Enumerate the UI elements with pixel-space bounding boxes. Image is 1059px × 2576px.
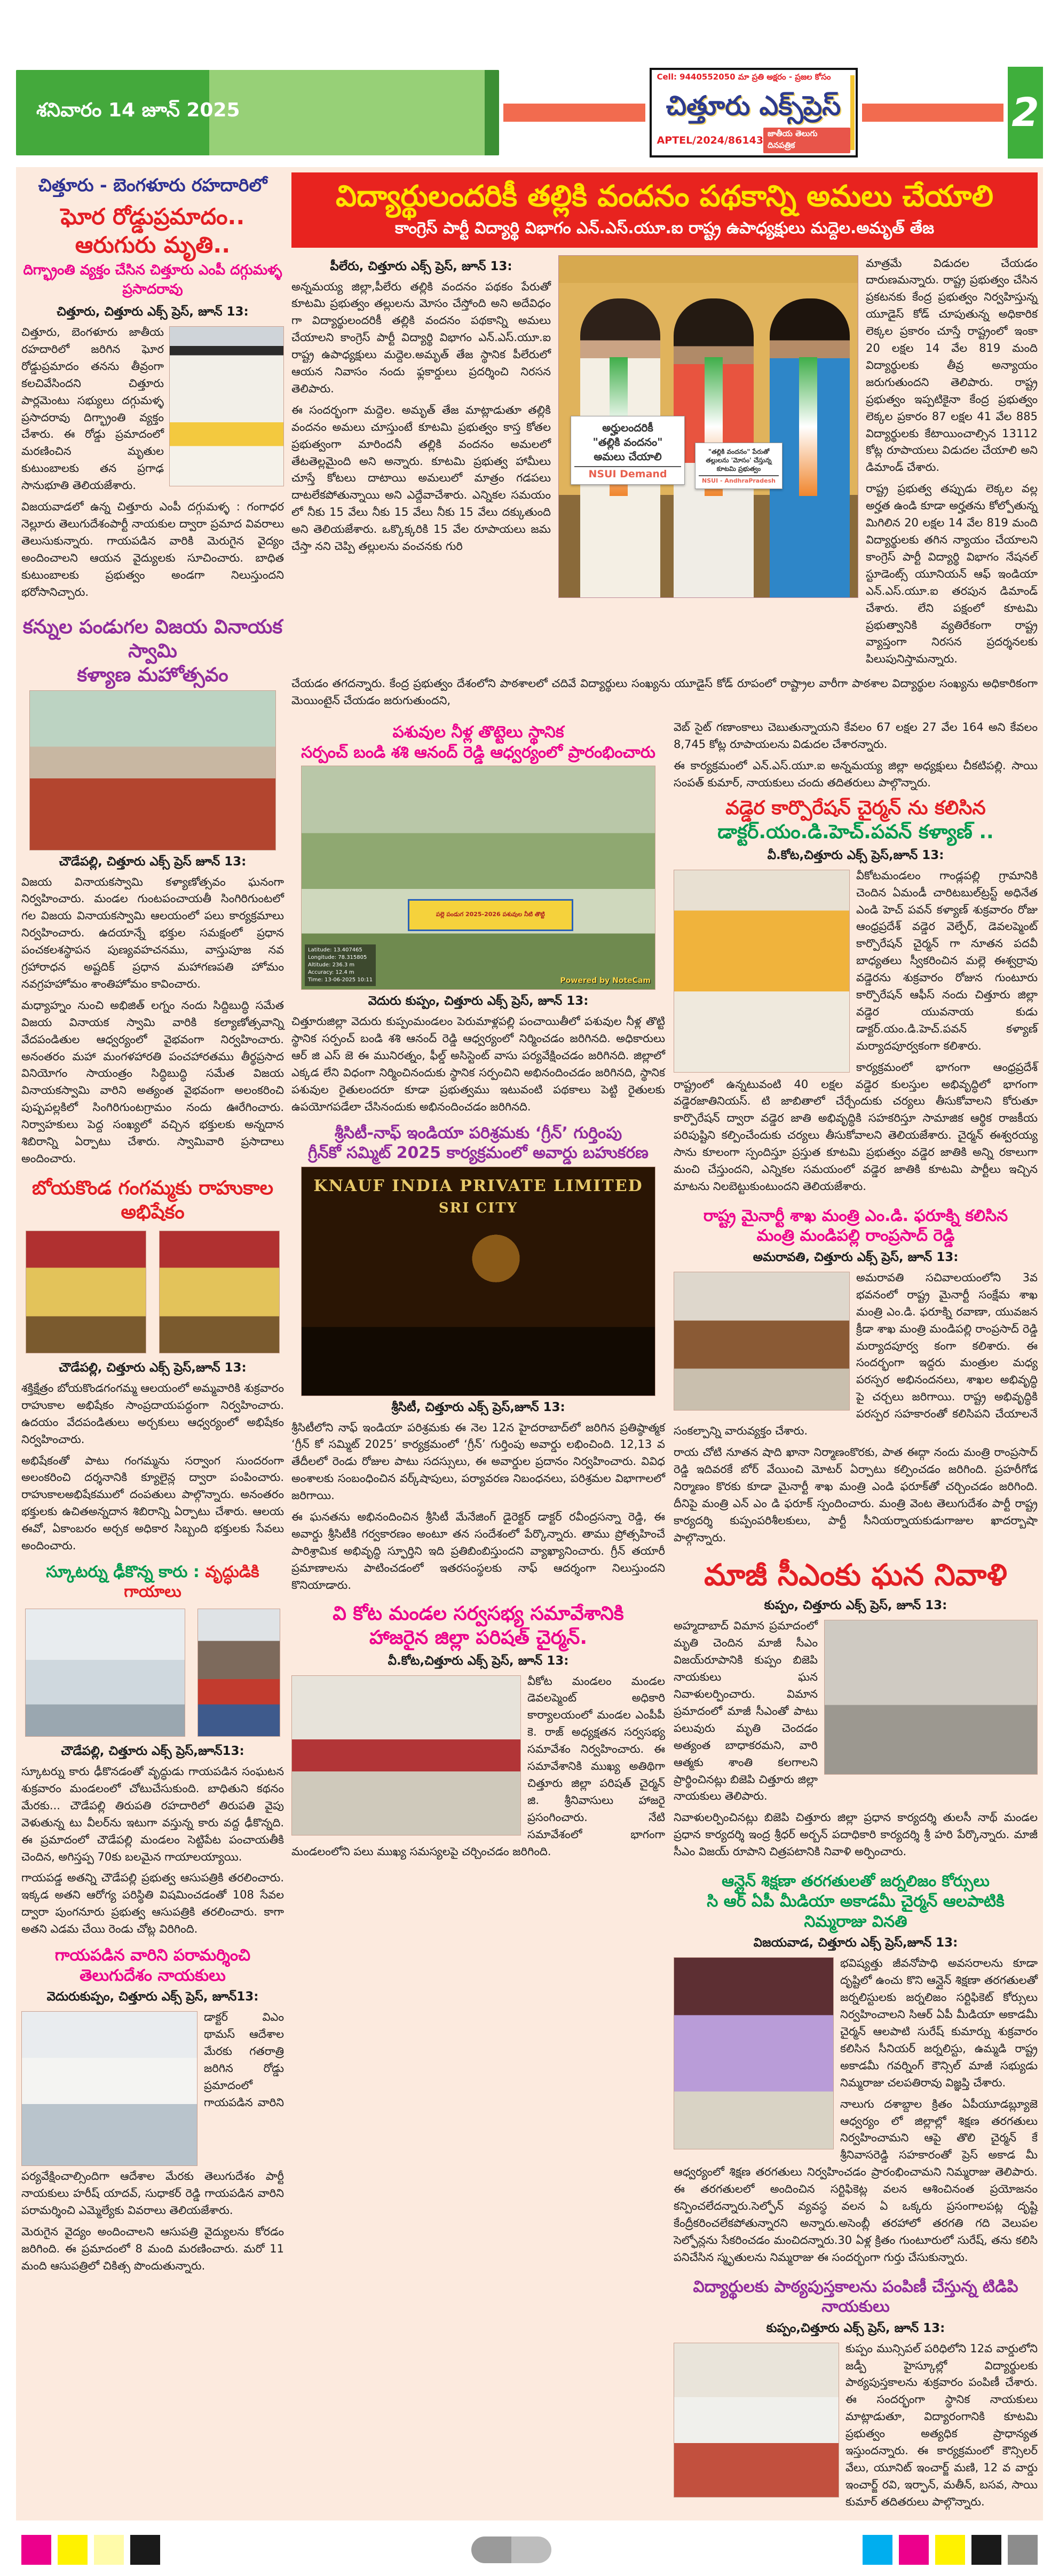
masthead-side-strip: [850, 75, 855, 150]
journalism-body-p1: భవిష్యత్తు జీవనోపాధి అవసరాలను కూడా దృష్టిలో ఉంచు కొని ఆన్లైన్ శిక్షణా తరగతులతో జర్నలిస్టులకు జర్నలిజం సర్టిఫికెట్ కోర్సులు నిర్వహించాలని సిఆర్ ఏపీ మీడియా అకాడమీ చైర్మన్ ఆలపాటి సురేష్ కుమార్ను శుక్రవారం కలిసిన సీనియర్ జర్నలిస్టు, ఉమ్మడి రాష్ట్ర అకాడమీ గవర్నింగ్ కౌన్సిల్ మాజీ సభ్యుడు నిమ్మరాజు చలపతిరావు విజ్ఞప్తి చేశారు.: [840, 1957, 1038, 2089]
gangamma-body-p2: అభిషేకంతో పాటు గంగమ్మను సర్వాంగ సుందరంగా అలంకరించి దర్శనానికి క్యూలైన్ల ద్వారా పంపించారు. రాహుకాలఅభిషేకములో దంపతులు పాల్గొన్నారు. అనంతరం భక్తులకు ఉచితఅన్నదాన శిబిరాన్ని ఏర్పాటు చేశారు. ఆలయ ఈవో, ఏకాంబరం అర్చక అధికార సిబ్బంది భక్తులకు సేవలు అందించారు.: [21, 1454, 284, 1553]
gray-capsule-mark: [471, 2536, 551, 2563]
placard1-line2: "తల్లికి వందనం": [592, 435, 663, 448]
textbooks-body-p1: కుప్పం మున్సిపల్ పరిధిలోని 12వ వార్డులోని జడ్పీ హైస్కూల్లో విద్యార్థులకు పాఠ్యపుస్తకాలను శుక్రవారం పంపిణీ చేశారు. ఈ సందర్భంగా స్థానిక నాయకులు మాట్లాడుతూ, విద్యారంగానికి కూటమి ప్రభుత్వం అత్యధిక ప్రాధాన్యత ఇస్తుందన్నారు. ఈ కార్యక్రమంలో కౌన్సిలర్ వేలు, యూనిట్ ఇంచార్జ్ మణి, 12 వ వార్డు ఇంచార్జ్ రవి, ఇర్ఫాన్, మతీన్, బసవ, సాయి కుమార్ తదితరులు పాల్గొన్నారు.: [845, 2342, 1038, 2508]
kalyanam-body-p2: మధ్యాహ్నం నుంచి అభిజిత్ లగ్నం నందు సిద్దిబుద్ధి సమేత విజయ వినాయక స్వామి వారికి కల్యాణోత్సవాన్ని వేదపండితుల ఆధ్వర్యంలో వైభవంగా నిర్వహించారు. అనంతరం మహా మంగళహారతి పంచహారతము తీర్థప్రసాద వినియోగం సాయంత్రం సిద్ధిబుద్ధి సమేత విజయ వినాయకస్వామి వారిని అత్యంత వైభవంగా అలంకరించి పుష్పపల్లకిలో సింగిరిగుంటగ్రామం నందు ఊరేగించారు. నిర్వాహకులు పెద్ద సంఖ్యలో వచ్చిన భక్తులకు అన్నదాన శిబిరాన్ని ఏర్పాటు చేశారు. స్వామివారి ప్రసాదాలు అందించారు.: [21, 998, 284, 1165]
photo-vaddera-felicitation: [674, 870, 850, 1073]
minority-dateline: అమరావతి, చిత్తూరు ఎక్స్ ప్రెస్, జూన్ 13:: [753, 1250, 959, 1264]
mark-black: [130, 2535, 160, 2565]
header-rule-left: [503, 104, 645, 122]
photo-cattle-trough: [301, 766, 655, 990]
accident-body-p2: విజయవాడలో ఉన్న చిత్తూరు ఎంపీ దగ్గుమళ్ళ : గంగాధర నెల్లూరు తెలుగుదేశంపార్టీ నాయకుల ద్వారా ప్రమాద వివరాలు తెలుసుకున్నారు. గాయపడిన వారికి మెరుగైన వైద్యం అందించాలని ఆయన వైద్యులకు సూచించారు. బాధిత కుటుంబాలకు ప్రభుత్వం అండగా నిలుస్తుందని భరోసానిచ్చారు.: [21, 500, 284, 598]
trough-dateline: వెదురు కుప్పం, చిత్తూరు ఎక్స్ ప్రెస్, జూన్ 13:: [368, 994, 589, 1009]
knauf-dateline: శ్రీసిటీ, చిత్తూరు ఎక్స్ ప్రెస్,జూన్ 13:: [391, 1400, 565, 1414]
vaddera-dateline: వీ.కోట,చిత్తూరు ఎక్స్ ప్రెస్,జూన్ 13:: [767, 848, 944, 862]
trough-headline-l2: సర్పంచ్ బండి శశి ఆనంద్ రెడ్డి ఆధ్వర్యంలో ప్రారంభించారు: [301, 743, 655, 762]
gps-accuracy: Accuracy: 12.4 m: [308, 970, 354, 976]
placard-nsui-demand: [571, 416, 685, 485]
trough-banner-text: పల్లె పండుగ 2025-2026 పశువుల నీటి తొట్టి: [408, 899, 574, 931]
photo-deity-2: [159, 1231, 280, 1353]
knauf-headline-l2: గ్రీన్‌కో సమ్మిట్ 2025 కార్యక్రమంలో అవార్డు బహుకరణ: [308, 1144, 649, 1162]
journalism-subhead: ఆన్లైన్ శిక్షణా తరగతులతో జర్నలిజం కోర్సులు: [722, 1872, 990, 1890]
photo-mp-portrait: [169, 326, 284, 486]
left-column: [21, 172, 284, 2515]
gangamma-dateline: చౌడేపల్లి, చిత్తూరు ఎక్స్ ప్రెస్,జూన్ 13:: [59, 1360, 247, 1375]
accident-kicker: చిత్తూరు - బెంగళూరు రహదారిలో: [38, 175, 267, 195]
nsui-continuation: చేయడం తగదన్నారు. కేంద్ర ప్రభుత్వం దేశంలోని పాఠశాలలో చదివే విద్యార్థులు సంఖ్యను యూడైస్ కోడ్ రూపంలో రాష్ట్రాల వారీగా పాఠశాల విద్యార్థుల సంఖ్యను అధికారికంగా మెయింటైన్ చేయడం జరుగుతుందని,: [291, 677, 1038, 707]
knauf-body-p2: ఈ ఘనతను అభినందించిన శ్రీసిటీ మేనేజింగ్ డైరెక్టర్ డాక్టర్ రవీంద్రసన్నా రెడ్డి, ఈ అవార్డు శ్రీసిటీకి గర్వకారణం అంటూ తన సందేశంలో పేర్కొన్నారు. తాము ప్రోత్సహించే పారిశ్రామిక అభివృద్ధి స్ఫూర్తిని ఇది ప్రతిబింబిస్తుందని వ్యాఖ్యానించారు. గ్రీన్ తయారీ ప్రమాణాలను పాటించడంలో ఇతరసంస్థలకు నాఫ్ ఆదర్శంగా నిలుస్తుందని కొనియాడారు.: [291, 1510, 665, 1592]
lead-subhead: కాంగ్రెస్ పార్టీ విద్యార్థి విభాగం ఎన్.ఎస్.యూ.ఐ రాష్ట్ర ఉపాధ్యక్షులు మద్దెల.అమృత్ తేజ: [394, 218, 935, 238]
article-tdp-hospital-visit: [21, 1945, 284, 2279]
minority-body-p1: అమరావతి సచివాలయంలోని 3వ భవనంలో రాష్ట్ర మైనార్టీ సంక్షేమ శాఖ మంత్రి ఎం.డి. ఫరూక్ని రవాణా, యువజన క్రీడా శాఖ మంత్రి మండిపల్లి రాంప్రసాద్ రెడ్డి మర్యాదపూర్వ కంగా కలిశారు. ఈ సందర్భంగా ఇద్దరు మంత్రుల మధ్య పరస్పర అభినందనలు, శాఖల అభివృద్ధి పై చర్చలు జరిగాయి. రాష్ట్ర అభివృద్ధికి పరస్పర సహకారంతో కలిసిపని చేయాలనే సంకల్పాన్ని వారువ్యక్తం చేశారు.: [674, 1271, 1038, 1438]
journalism-body-p2: నాలుగు దశాబ్దాల క్రితం ఏపీయూడబ్ల్యూజె ఆధ్వర్యం లో జిల్లాల్లో శిక్షణ తరగతులు నిర్వహించామని ఆపై తొలి చైర్మన్ కే శ్రీనివాసరెడ్డి సహకారంతో ప్రెస్ అకాడ మీ ఆధ్వర్యంలో శిక్షణ తరగతులు నిర్వహించడం ప్రారంభించామని నిమ్మరాజు తెలిపారు. ఈ తరగతులలో అందించిన సర్టిఫికెట్ల వలన ఆశించినంత ప్రయోజనం కన్పించలేదన్నారు.సెల్ఫోన్ వ్యవస్థ వలన ఏ ఒక్కరు ప్రసంగాలపట్ల దృష్టి కేంద్రీకరించలేకపోతున్నారని అన్నారు.అసెంబ్లీ తరహాలో తరగతి గది వెలుపల సెల్ఫోన్లను సేకరించడం మంచిదన్నారు.30 ఏళ్ల క్రితం గుంటూరులో సురేష్, తను కలిసి పనిచేసిన స్మృతులను నిమ్మరాజు ఈ సందర్భంగా గుర్తు చేసుకున్నారు.: [674, 2097, 1038, 2264]
masthead: [650, 68, 858, 157]
nsui-tail-fragment: [674, 719, 1038, 792]
tdp-visit-dateline: వెదురుకుప్పం, చిత్తూరు ఎక్స్ ప్రెస్, జూన్13:: [46, 1990, 259, 2004]
accident-dateline: చిత్తూరు, చిత్తూరు ఎక్స్ ప్రెస్, జూన్ 13:: [57, 305, 249, 319]
nsui-dateline: పీలేరు, చిత్తూరు ఎక్స్ ప్రెస్, జూన్ 13:: [330, 259, 512, 273]
nsui-col1-p2: ఈ సందర్భంగా మద్దెల. అమృత్ తేజ మాట్లాడుతూ తల్లికి వందనం అమలు చూస్తుంటే కూటమి ప్రభుత్వం కాస్త కోతల ప్రభుత్వంగా మారిందనీ తల్లికి వందనం అమలలో తేటతెల్లమైంది అని అన్నారు. కూటమి ప్రభుత్వ హామీలు చూస్తే కోటలు దాటాయి అమలులో మాత్రం గడపలు దాటలేకపోతున్నాయి అని ఎద్దేవాచేశారు. ఎన్నికల సమయం లో నీకు 15 వేలు నీకు 15 వేలు నీకు 15 వేలు దక్కుతుంది అని తెలియజేశారు. ఒక్కొక్కరికి 15 వేల రూపాయలు జమ చేస్తా నని చెప్పి తల్లులను వంచనకు గురి: [291, 403, 551, 553]
tdp-visit-headline: గాయపడిన వారిని పరామర్శించి తెలుగుదేశం నాయకులు: [54, 1946, 251, 1985]
article-knauf-award: [291, 1123, 665, 1594]
placard-nsui-ap: [695, 443, 783, 490]
trough-body-p1: చిత్తూరుజిల్లా వెదురు కుప్పంమండలం పెరుమాళ్లపల్లి పంచాయితీలో పశువుల నీళ్ల తొట్టి స్థానిక సర్పంచ్ బండి శశి ఆనంద్ రెడ్డి ఆధ్వర్యంలో నిర్మించడం జరిగినది. అధికారులు ఆర్ జి ఎస్ జె ఈ మునిరత్నం, ఫీల్డ్ అసిస్టెంట్ వాసు పర్యవేక్షించడం జరిగినది. జిల్లాలో ఎక్కడ లేని విధంగా నిర్మించినందుకు స్థానిక సర్పంచిని అభినందించడం జరిగినది, స్థానిక పశువుల రైతులందరూ కూడా ప్రభుత్వము ఇటువంటి పథకాలు పెట్టి రైతులకు ఉపయోగపడేలా చేసినందుకు అభినందించడం జరిగినది.: [291, 1015, 665, 1113]
vkota-dateline: వీ.కోట,చిత్తూరు ఎక్స్ ప్రెస్, జూన్ 13:: [388, 1653, 569, 1668]
mark-gray: [1008, 2535, 1038, 2565]
masthead-title: చిత్తూరు ఎక్స్‌ప్రెస్: [666, 90, 841, 121]
vkota-headline-l2: హాజరైన జిల్లా పరిషత్ చైర్మన్.: [369, 1626, 587, 1649]
mark-magenta: [21, 2535, 51, 2565]
vkota-headline-l1: వి కోట మండల సర్వసభ్య సమావేశానికి: [333, 1602, 624, 1625]
scooter-dateline: చౌడేపల్లి, చిత్తూరు ఎక్స్ ప్రెస్,జూన్13:: [61, 1744, 244, 1758]
main-right-area: [291, 172, 1038, 2515]
article-textbook-distribution: [674, 2277, 1038, 2515]
mark-black-2: [971, 2535, 1001, 2565]
center-column: [291, 719, 665, 2515]
gps-longitude: Longitude: 78.315805: [308, 955, 367, 961]
tdp-visit-body-p2: మెరుగైన వైద్యం అందించాలని ఆసుపత్రి వైద్యులను కోరడం జరిగింది. ఈ ప్రమాదంలో 8 మంది మరణించారు. మరో 11 మంది ఆసుపత్రిలో చికిత్స పొందుతున్నారు.: [21, 2225, 284, 2272]
minority-body-p2: రాయ చోటి నూతన షాది ఖానా నిర్మాణంకొరకు, పాత ఈద్గా నందు మంత్రి రాంప్రసాద్ రెడ్డి ఇదివరకే బోర్ వేయించి మోటర్ ఏర్పాటు కల్పించడం జరిగింది. ప్రహరీగోడ నిర్మాణం కొరకు కూడా మైనార్టీ శాఖ మంత్రి ఎండి ఫరూక్‌తో చర్చించడం జరిగింది. దీనిపై మంత్రి ఎన్ ఎం డి ఫరూక్ స్పందించారు. మంత్రి వెంట తెలుగుదేశం పార్టీ రాష్ట్ర కార్యదర్శి కుప్పంపరిశీలకులు, పార్టీ సీనియర్నాయకుడుగాజుల ఖాదర్బాషా పాల్గొన్నారు.: [674, 1445, 1038, 1544]
article-scooter-accident: [21, 1562, 284, 1938]
page-header: [16, 67, 1043, 159]
accident-subhead: దిగ్భ్రాంతి వ్యక్తం చేసిన చిత్తూరు ఎంపీ దగ్గుమళ్ళ ప్రసాదరావు: [23, 262, 282, 297]
textbooks-headline: విద్యార్థులకు పాఠ్యపుస్తకాలను పంపిణీ చేస్తున్న టిడిపి నాయకులు: [693, 2277, 1018, 2317]
placard2-line1: "తల్లికి వందనం" పేరుతో: [708, 447, 770, 455]
photo-tdp-leaders-hospital: [21, 2011, 197, 2166]
placard1-brand: NSUI Demand: [574, 466, 681, 480]
kalyanam-body-p1: విజయ వినాయకస్వామి కళ్యాణోత్సవం ఘనంగా నిర్వహించారు. మండల గుంటపంచాయతీ సింగిరిగుంటలో గల విజయ వినాయకస్వామి ఆలయంలో పలు కార్యక్రమాలు నిర్వహించారు. ఉదయాన్నే భక్తుల సమక్షంలో ప్రధాన పంచకలశస్థాపన పుణ్యవహచనము, వాస్తుపూజ నవ గ్రహారాధన అష్టదిక్ ప్రధాన మహాగణపతి హోమం నవగ్రహహోమం శాంతిహోమం కావించారు.: [21, 875, 284, 990]
edition-date: శనివారం 14 జూన్ 2025: [36, 99, 240, 121]
tribute-body-p2: నివాళులర్పించినట్లు బిజెపి చిత్తూరు జిల్లా ప్రధాన కార్యదర్శి తులసీ నాథ్ మండల ప్రధాన కార్యదర్శి ఇంద్ర శ్రీధర్ అర్బన్ పదాధికారి కార్యదర్శి శ్రీ హరి పేర్కొన్నారు. మాజీ సీఎం విజయ్ రూపాని చిత్రపటానికి నివాళి అర్పించారు.: [674, 1811, 1038, 1858]
date-bar: [16, 70, 499, 155]
masthead-reg-no: APTEL/2024/86143: [657, 135, 764, 146]
photo-tribute-portrait: [824, 1620, 1038, 1775]
nsui-col2-p1: మాత్రమే విడుదల చేయడం దారుణమన్నారు. రాష్ట్ర ప్రభుత్వం చేసిన ప్రకటనకు కేంద్ర ప్రభుత్వం నిర్వహిస్తున్న యూడైస్ కోడ్ చూపుతున్న అధికారిక లెక్కల ప్రకారం చూస్తే రాష్ట్రంలో ఇంకా 20 లక్షల 14 వేల 819 మంది విద్యార్థులకు తీవ్ర అన్యాయం జరుగుతుందని తెలిపారు. రాష్ట్ర ప్రభుత్వం ఇప్పటికైనా కేంద్ర ప్రభుత్వం లెక్కల ప్రకారం 87 లక్షల 41 వేల 885 విద్యార్థులకు కేటాయించాల్సిన 13112 కోట్ల రూపాయలు విడుదల చేయాలి అని డిమాండ్ చేశారు.: [866, 256, 1038, 474]
gangamma-headline: బోయకొండ గంగమ్మకు రాహుకాల అభిషేకం: [31, 1177, 274, 1223]
mark-magenta-2: [899, 2535, 929, 2565]
mark-yellow: [58, 2535, 88, 2565]
header-rule-right: [862, 104, 1004, 122]
nsui-tail-p2: ఈ కార్యక్రమంలో ఎన్.ఎస్.యూ.ఐ అన్నమయ్య జిల్లా అధ్యక్షులు చీకటిపల్లి. సాయి సంపత్ కుమార్, నాయకులు చందు తదితరులు పాల్గొన్నారు.: [674, 759, 1038, 789]
scooter-body-p1: స్కూటర్ను కారు ఢీకొనడంతో వృద్ధుడు గాయపడిన సంఘటన శుక్రవారం మండలంలో చోటుచేసుకుంది. బాధితుని కథనం మేరకు... చౌడేపల్లి తిరుపతి రహదారిలో తిరుపతి వైపు వెళుతున్న టు వీలర్‌ను ఇటుగా వస్తున్న కారు వద్ద ఢీకొన్నది. ఈ ప్రమాదంలో చౌడేపల్లి మండలం సెట్టిపేట పంచాయతీకి చెందిన, అగిస్తప్ప 70కు బలమైన గాయాలయ్యాయి.: [21, 1764, 284, 1863]
article-nsui-protest: [291, 253, 1038, 714]
placard1-line3: అమలు చేయాలి: [594, 450, 662, 463]
nsui-col1-p1: అన్నమయ్య జిల్లా,పీలేరు తల్లికి వందనం పథకం పేరుతో కూటమి ప్రభుత్వం తల్లులను మోసం చేస్తోంది అని అదేవిధం గా విద్యార్థులందరికీ తల్లికి వందనం పథకాన్ని అమలు చేయాలని కాంగ్రెస్ పార్టీ విద్యార్థి విభాగం ఎన్.ఎస్.యూ.ఐ రాష్ట్ర ఉపాధ్యక్షులు మద్దెల.అమృత్ తేజ స్థానిక పీలేరులో ఆయన నివాసం నందు ఫ్లకార్డులు ప్రదర్శించి నిరసన తెలిపారు.: [291, 280, 551, 395]
scooter-headline-green: స్కూటర్ను ఢీకొన్న కారు :: [46, 1562, 200, 1581]
lead-headline: విద్యార్థులందరికీ తల్లికి వందనం పథకాన్ని అమలు చేయాలి: [335, 179, 994, 213]
notecam-gps-overlay: [305, 944, 376, 986]
vaddera-headline-red: వడ్డెర కార్పొరేషన్ చైర్మన్ ను కలిసిన: [725, 797, 986, 819]
nsui-tail-p1: వెబ్ సైట్ గణాంకాలు చెబుతున్నాయని కేవలం 67 లక్షల 27 వేల 164 అని కేవలం 8,745 కోట్ల రూపాయలను విడుదల చేశారన్నారు.: [674, 721, 1038, 751]
journalism-headline: సి ఆర్ ఏపీ మీడియా అకాడమీ చైర్మన్ ఆలపాటికి నిమ్మరాజు వినతి: [707, 1892, 1005, 1931]
placard2-line3: కూటమి ప్రభుత్వం: [716, 464, 761, 472]
content-area: [16, 167, 1043, 2520]
article-gangamma-abhishekam: [21, 1176, 284, 1555]
placard1-line1: అర్హులందరికీ: [602, 421, 653, 434]
page-number-box: [1008, 67, 1043, 159]
textbooks-dateline: కుప్పం,చిత్తూరు ఎక్స్ ప్రెస్, జూన్ 13:: [766, 2321, 945, 2335]
scooter-body-p2: గాయపడ్డ అతన్ని చౌడేపల్లి ప్రభుత్వ ఆసుపత్రికి తరలించారు. ఇక్కడ అతని ఆరోగ్య పరిస్థితి విషమించడంతో 108 సేవల ద్వారా పుంగనూరు ప్రభుత్వ ఆసుపత్రికి తరలించారు. కాగా అతని ఎడమ చేయి రెండు చోట్ల విరిగింది.: [21, 1871, 284, 1936]
tdp-visit-body-p1: డాక్టర్ విఎం థామస్ ఆదేశాల మేరకు గతరాత్రి జరిగిన రోడ్డు ప్రమాదంలో గాయపడిన వారిని పర్యవేక్షించాల్సిందిగా ఆదేశాల మేరకు తెలుగుదేశం పార్టీ నాయకులు హరీష్ యాదవ్, సుధాకర్ రెడ్డి గాయపడిన వారిని పరామర్శించి ఎమ్మెల్యేకు వివరాలు తెలియజేశారు.: [21, 2011, 284, 2217]
masthead-tagline: జాతీయ తెలుగు దినపత్రిక: [763, 128, 850, 153]
print-registration-marks: [16, 2534, 1043, 2565]
photo-temple-ceremony: [29, 690, 276, 850]
vkota-body-p1: వీకోట మండలం మండల డెవలప్మెంట్ అధికారి కార్యాలయంలో మండల ఎంపీపీ కె. రాజ్ అధ్యక్షతన సర్వసభ్య సమావేశం నిర్వహించారు. ఈ సమావేశానికి ముఖ్య అతిథిగా చిత్తూరు జిల్లా పరిషత్ చైర్మన్ జి. శ్రీనివాసులు హాజరై ప్రసంగించారు. నేటి సమావేశంలో భాగంగా మండలంలోని పలు ముఖ్య సమస్యలపై చర్చించడం జరిగింది.: [291, 1674, 665, 1858]
article-vkota-meeting: [291, 1602, 665, 1865]
photo-journalists-meeting: [674, 1957, 834, 2149]
knauf-body-p1: శ్రీసిటీలోని నాఫ్ ఇండియా పరిశ్రమకు ఈ నెల 12న హైదరాబాద్‌లో జరిగిన ప్రతిష్ఠాత్మక ‘గ్రీన్ కో సమ్మిట్ 2025’ కార్యక్రమంలో ‘గ్రీన్’ గుర్తింపు అవార్డు లభించింది. 12,13 వ తేదీలలో రెండు రోజుల పాటు సదస్సులు, ఈ అవార్డుల ప్రదానం నిర్వహించారు. వివిధ అంశాలకు సంబంధించిన వర్క్‌షాపులు, పర్యావరణ నిబంధనలు, పరిశ్రమల విభాగాలలో జరిగాయి.: [291, 1421, 665, 1502]
reg-marks-left: [21, 2535, 160, 2565]
gangamma-body-p1: శక్తిక్షేత్రం బోయకొండగంగమ్మ ఆలయంలో అమ్మవారికి శుక్రవారం రాహుకాల అభిషేకం సాంప్రదాయపద్ధంగా నిర్వహించారు. ఉదయం వేదపండితులు అర్చకులు ఆధ్వర్యంలో అభిషేకం నిర్వహించారు.: [21, 1381, 284, 1446]
article-cm-tribute: [674, 1557, 1038, 1865]
article-minority-minister: [674, 1206, 1038, 1551]
scooter-headline-red: వృద్ధుడికి గాయాలు: [124, 1562, 259, 1602]
photo-deity-1: [26, 1231, 146, 1353]
article-cattle-trough: [291, 722, 665, 1115]
knauf-banner-line2: SRI CITY: [438, 1200, 518, 1216]
accident-body-p1: చిత్తూరు, బెంగళూరు జాతీయ రహదారిలో జరిగిన ఘోర రోడ్డుప్రమాదం తనను తీవ్రంగా కలచివేసిందని చిత్తూరు పార్లమెంటు సభ్యులు దగ్గుమళ్ళ ప్రసాదరావు దిగ్భ్రాంతి వ్యక్తం చేశారు. ఈ రోడ్డు ప్రమాదంలో మరణించిన మృతుల కుటుంబాలకు తన ప్రగాఢ సానుభూతి తెలియజేశారు.: [21, 326, 164, 492]
nsui-col2-p2: రాష్ట్ర ప్రభుత్వ తప్పుడు లెక్కల వల్ల అర్హత ఉండి కూడా అర్హతను కోల్పోతున్న మిగిలిన 20 లక్షల 14 వేల 819 మంది విద్యార్థులకు తగిన న్యాయం చేయాలని కాంగ్రెస్ పార్టీ విద్యార్థి విభాగం నేషనల్ స్టూడెంట్స్ యూనియన్ ఆఫ్ ఇండియా ఎన్.ఎస్.యూ.ఐ తరపున డిమాండ్ చేశారు. లేని పక్షంలో కూటమి ప్రభుత్వానికి వ్యతిరేకంగా రాష్ట్ర వ్యాప్తంగా నిరసన ప్రదర్శనలకు పిలుపునిస్తామన్నారు.: [866, 482, 1038, 666]
article-journalism-courses: [674, 1871, 1038, 2271]
reg-mark-center: [160, 2536, 863, 2563]
placard2-line2: తల్లులను 'మోసం' చేస్తున్న: [706, 456, 772, 464]
minority-headline-l2: మంత్రి మండిపల్లి రాంప్రసాద్ రెడ్డి: [756, 1226, 955, 1246]
photo-hospital-ward: [25, 1609, 185, 1737]
vaddera-headline-green: డాక్టర్.యం.డి.హెచ్.పవన్ కళ్యాణ్ ..: [717, 821, 994, 843]
accident-headline: ఘోర రోడ్డుప్రమాదం.. ఆరుగురు మృతి..: [60, 203, 245, 258]
knauf-headline-l1: శ్రీసిటీ-నాఫ్ ఇండియా పరిశ్రమకు ‘గ్రీన్’ గుర్తింపు: [334, 1123, 622, 1143]
photo-injured-elder: [197, 1609, 280, 1737]
page-number: 2: [1011, 90, 1039, 136]
kalyanam-headline-l2: కళ్యాణ మహోత్సవం: [77, 664, 228, 686]
gps-latitude: Latitude: 13.407465: [308, 947, 362, 954]
mark-yellow-2: [935, 2535, 965, 2565]
photo-vkota-meeting: [291, 1675, 521, 1836]
right-column: [674, 719, 1038, 2515]
minority-headline-l1: రాష్ట్ర మైనార్టీ శాఖ మంత్రి ఎం.డి. ఫరూక్ని కలిసిన: [703, 1206, 1008, 1225]
photo-knauf-stage: [301, 1167, 655, 1396]
lead-banner: [291, 172, 1038, 248]
notecam-credit: Powered by NoteCam: [560, 976, 651, 986]
photo-ministers-meeting: [674, 1272, 850, 1411]
mark-cyan: [863, 2535, 892, 2565]
tribute-headline: మాజీ సీఎంకు ఘన నివాళి: [704, 1558, 1007, 1593]
journalism-dateline: విజయవాడ, చిత్తూరు ఎక్స్ ప్రెస్,జూన్ 13:: [753, 1936, 958, 1950]
article-road-accident: [21, 175, 284, 605]
gps-time: Time: 13-06-2025 10:11: [308, 977, 373, 983]
reg-marks-right: [863, 2535, 1038, 2565]
vaddera-body-p1: వీకోటమండలం గాండ్లపల్లి గ్రామానికి చెందిన ఏమండీ చారిటబుల్‌ట్రస్ట్ అధినేత ఎండి హెచ్ పవన్ కళ్యాణ్ శుక్రవారం రోజు ఆంధ్రప్రదేశ్ వడ్డెర వెల్ఫేర్, డెవలప్మెంట్ కార్పొరేషన్ చైర్మన్ గా నూతన పదవీ బాధ్యతలు స్వీకరించిన మల్లె ఈశ్వర్రావు వడ్డెరను శుక్రవారం రోజున గుంటూరు కార్పొరేషన్ ఆఫీస్ నందు చిత్తూరు జిల్లా వడ్డెర యువనాయ కుడు డాక్టర్.యం.డి.హెచ్.పవన్ కళ్యాణ్ మర్యాదపూర్వకంగా కలిశారు.: [856, 869, 1038, 1052]
vaddera-body-p2: కార్యక్రమంలో భాగంగా ఆంధ్రప్రదేశ్ రాష్ట్రంలో ఉన్నటువంటి 40 లక్షల వడ్డెర కులస్తుల అభివృద్ధిలో భాగంగా వడ్డెరజాతినియస్. టి జాబితాలో చేర్చేందుకు చర్యలు తీసుకోవాలని కోరుతూ కార్పొరేషన్ ద్వారా వడ్డెర జాతి అభివృద్ధికి సహకరిస్తూ సామాజిక ఆర్థిక రాజకీయ పరిపుష్టిని కల్పించేందుకు చర్యలు తీసుకోవాలని తెలియజేశారు. చైర్మన్ ఈశ్వరయ్య సాను కూలంగా స్పందిస్తూ ప్రస్తుత కూటమి ప్రభుత్వం వడ్డెర జాతికి అన్ని రకాలుగా మంచి చేస్తుందని, ఎన్నికల సమయంలో వడ్డెర జాతికి కూటమి పార్టీలు ఇచ్చిన మాటను నిలబెట్టుకుంటుందని తెలియజేశారు.: [674, 1060, 1038, 1193]
tribute-body-p1: అహ్మదాబాద్ విమాన ప్రమాదంలో మృతి చెందిన మాజీ సీఎం విజయ్‌రూపానికి కుప్పం బిజెపి నాయకులు ఘన నివాళులర్పించారు. విమాన ప్రమాదంలో మాజీ సీఎంతో పాటు పలువురు మృతి చెందడం అత్యంత బాధాకరమని, వారి ఆత్మకు శాంతి కలగాలని ప్రార్థించినట్లు బిజెపి చిత్తూరు జిల్లా నాయకులు తెలిపారు.: [674, 1619, 818, 1803]
masthead-phone: Cell: 9440552050 మా ప్రతి అక్షరం - ప్రజల కోసం: [657, 72, 831, 82]
article-vinayaka-kalyanam: [21, 615, 284, 1168]
tribute-dateline: కుప్పం, చిత్తూరు ఎక్స్ ప్రెస్, జూన్ 13:: [764, 1598, 947, 1613]
kalyanam-dateline: చౌడేపల్లి, చిత్తూరు ఎక్స్ ప్రెస్ జూన్ 13:: [59, 854, 247, 869]
trough-headline-l1: పశువుల నీళ్ల తొట్టెలు స్థానిక: [392, 723, 564, 742]
article-vaddera-chairman: [674, 796, 1038, 1200]
gps-altitude: Altitude: 236.3 m: [308, 962, 355, 968]
mark-pale-yellow: [94, 2535, 124, 2565]
knauf-banner-line1: KNAUF INDIA PRIVATE LIMITED: [313, 1176, 643, 1195]
kalyanam-headline-l1: కన్నుల పండుగల విజయ వినాయక స్వామి: [22, 616, 283, 662]
photo-nsui-protest: [558, 255, 858, 598]
placard2-brand: NSUI - AndhraPradesh: [699, 475, 779, 484]
photo-textbook-distribution: [674, 2343, 839, 2498]
